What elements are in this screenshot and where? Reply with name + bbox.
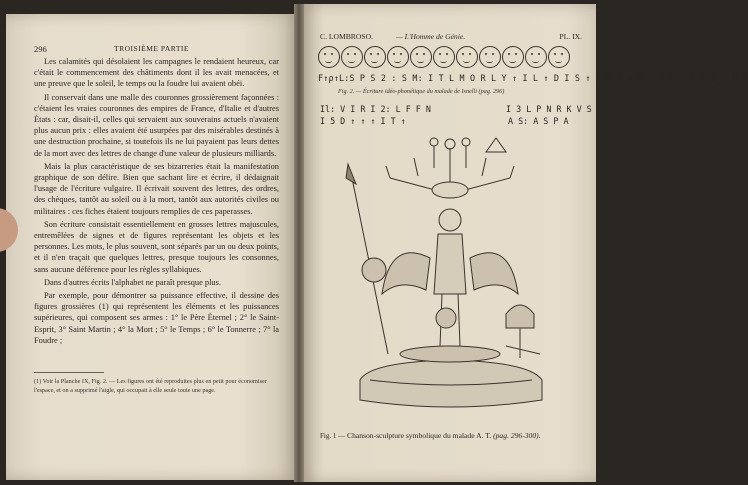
face-glyph-icon [502, 46, 524, 68]
paragraph: Dans d'autres écrits l'alphabet ne paraît presque plus. [44, 277, 221, 287]
face-glyph-row [318, 46, 580, 72]
paragraph: Son écriture consistait essentiellement en grosses lettres majuscules, entremêlées de signes et de figures représentant les objets et les personnes. Les mots, le plus souvent, sont séparés par un ou deux points, et il n'en traçait que quelques lettres, presque toujours les consonnes, sans aucune déférence pour les règles syllabiques. [34, 219, 279, 274]
figure-2-caption: Fig. 2. — Écriture idéo-phonétique du malade de Isnelli (pag. 296) [338, 88, 505, 95]
glyph-line: Il: V I R I 2: L F F N [320, 104, 431, 114]
plate-number: PL. IX. [559, 32, 582, 41]
footnote-rule [34, 372, 104, 373]
face-glyph-icon [341, 46, 363, 68]
figure-caption-pages: (pag. 296-300). [493, 431, 541, 440]
face-glyph-icon [456, 46, 478, 68]
left-running-title: TROISIÈME PARTIE [114, 44, 189, 53]
figure-label: Fig. 1 — [320, 432, 346, 440]
running-head-title: — L'Homme de Génie. [396, 32, 466, 41]
glyph-line: I 5 D ↑ ↑ ↑ I T ↑ [320, 116, 406, 126]
face-glyph-icon [410, 46, 432, 68]
face-glyph-icon [364, 46, 386, 68]
face-glyph-icon [525, 46, 547, 68]
paragraph: Il conservait dans une malle des couronnes grossièrement façonnées : c'étaient les vraies couronnes des empires de France, d'Italie et d'autres États : car, disait-il, celles qui servaient aux souverains actuels n'avaient plus aucun prix : elles avaient été usurpées par des misérables destinés à une destruction prochaine, si toutefois ils ne lui payaient pas leurs dettes de la mort avec des lettres de change d'une valeur de plusieurs milliards. [34, 92, 279, 158]
left-page-number: 296 [34, 44, 47, 54]
footnote: (1) Voir la Planche IX, Fig. 2. — Les figures ont été reproduites plus en petit pour économiser l'espace, et on a supprimé l'aigle, qui occupait à elle seule toute une page. [34, 378, 267, 394]
face-glyph-icon [548, 46, 570, 68]
paragraph: Mais la plus caractéristique de ses bizarreries était la manifestation graphique de son délire. Bien que sachant lire et écrire, il dédaignait l'usage de l'écriture vulgaire. Il écrivait souvent des lettres, des ordres, des chèques, tantôt au soleil ou à la mort, tantôt aux autorités civiles ou militaires : ces fiches étaient toujours remplies de ces paperasses. [34, 161, 279, 216]
left-body-text [34, 56, 279, 348]
face-glyph-icon [387, 46, 409, 68]
figure-caption [320, 431, 582, 440]
running-head-author: C. LOMBROSO. [320, 32, 373, 41]
paragraph: Par exemple, pour démontrer sa puissance effective, il dessine des figures grossières (1) qui représentent les éléments et les puissances supérieures, qui composent ses armes : 1° le Père Éternel ; 2° le Saint-Esprit, 3° Saint Martin ; 4° la Mort ; 5° le Temps ; 6° le Tonnerre ; 7° la Foudre ; [34, 291, 279, 345]
face-glyph-icon [479, 46, 501, 68]
glyph-line: F↑ρ↑L:S P S 2 : S M: I T L M O R L Y ↑ I L ↑ D I S ↑ T R A M O S S Y L A I O L F O [318, 73, 748, 83]
face-glyph-icon [318, 46, 340, 68]
sculpture-illustration [330, 118, 570, 418]
glyph-line: A S: A S P A [508, 116, 569, 126]
figure-caption-text: Chanson-sculpture symbolique du malade A. T. [347, 431, 492, 440]
glyph-line: I 3 L P N R K V S [506, 104, 592, 114]
book-spine [294, 4, 304, 482]
paragraph: Les calamités qui désolaient les campagnes le rendaient heureux, car c'était le commencement des châtiments dont il les avait menacées, et une preuve que le soleil, le temps ou la foudre lui avaient obéi. [34, 57, 279, 89]
face-glyph-icon [433, 46, 455, 68]
